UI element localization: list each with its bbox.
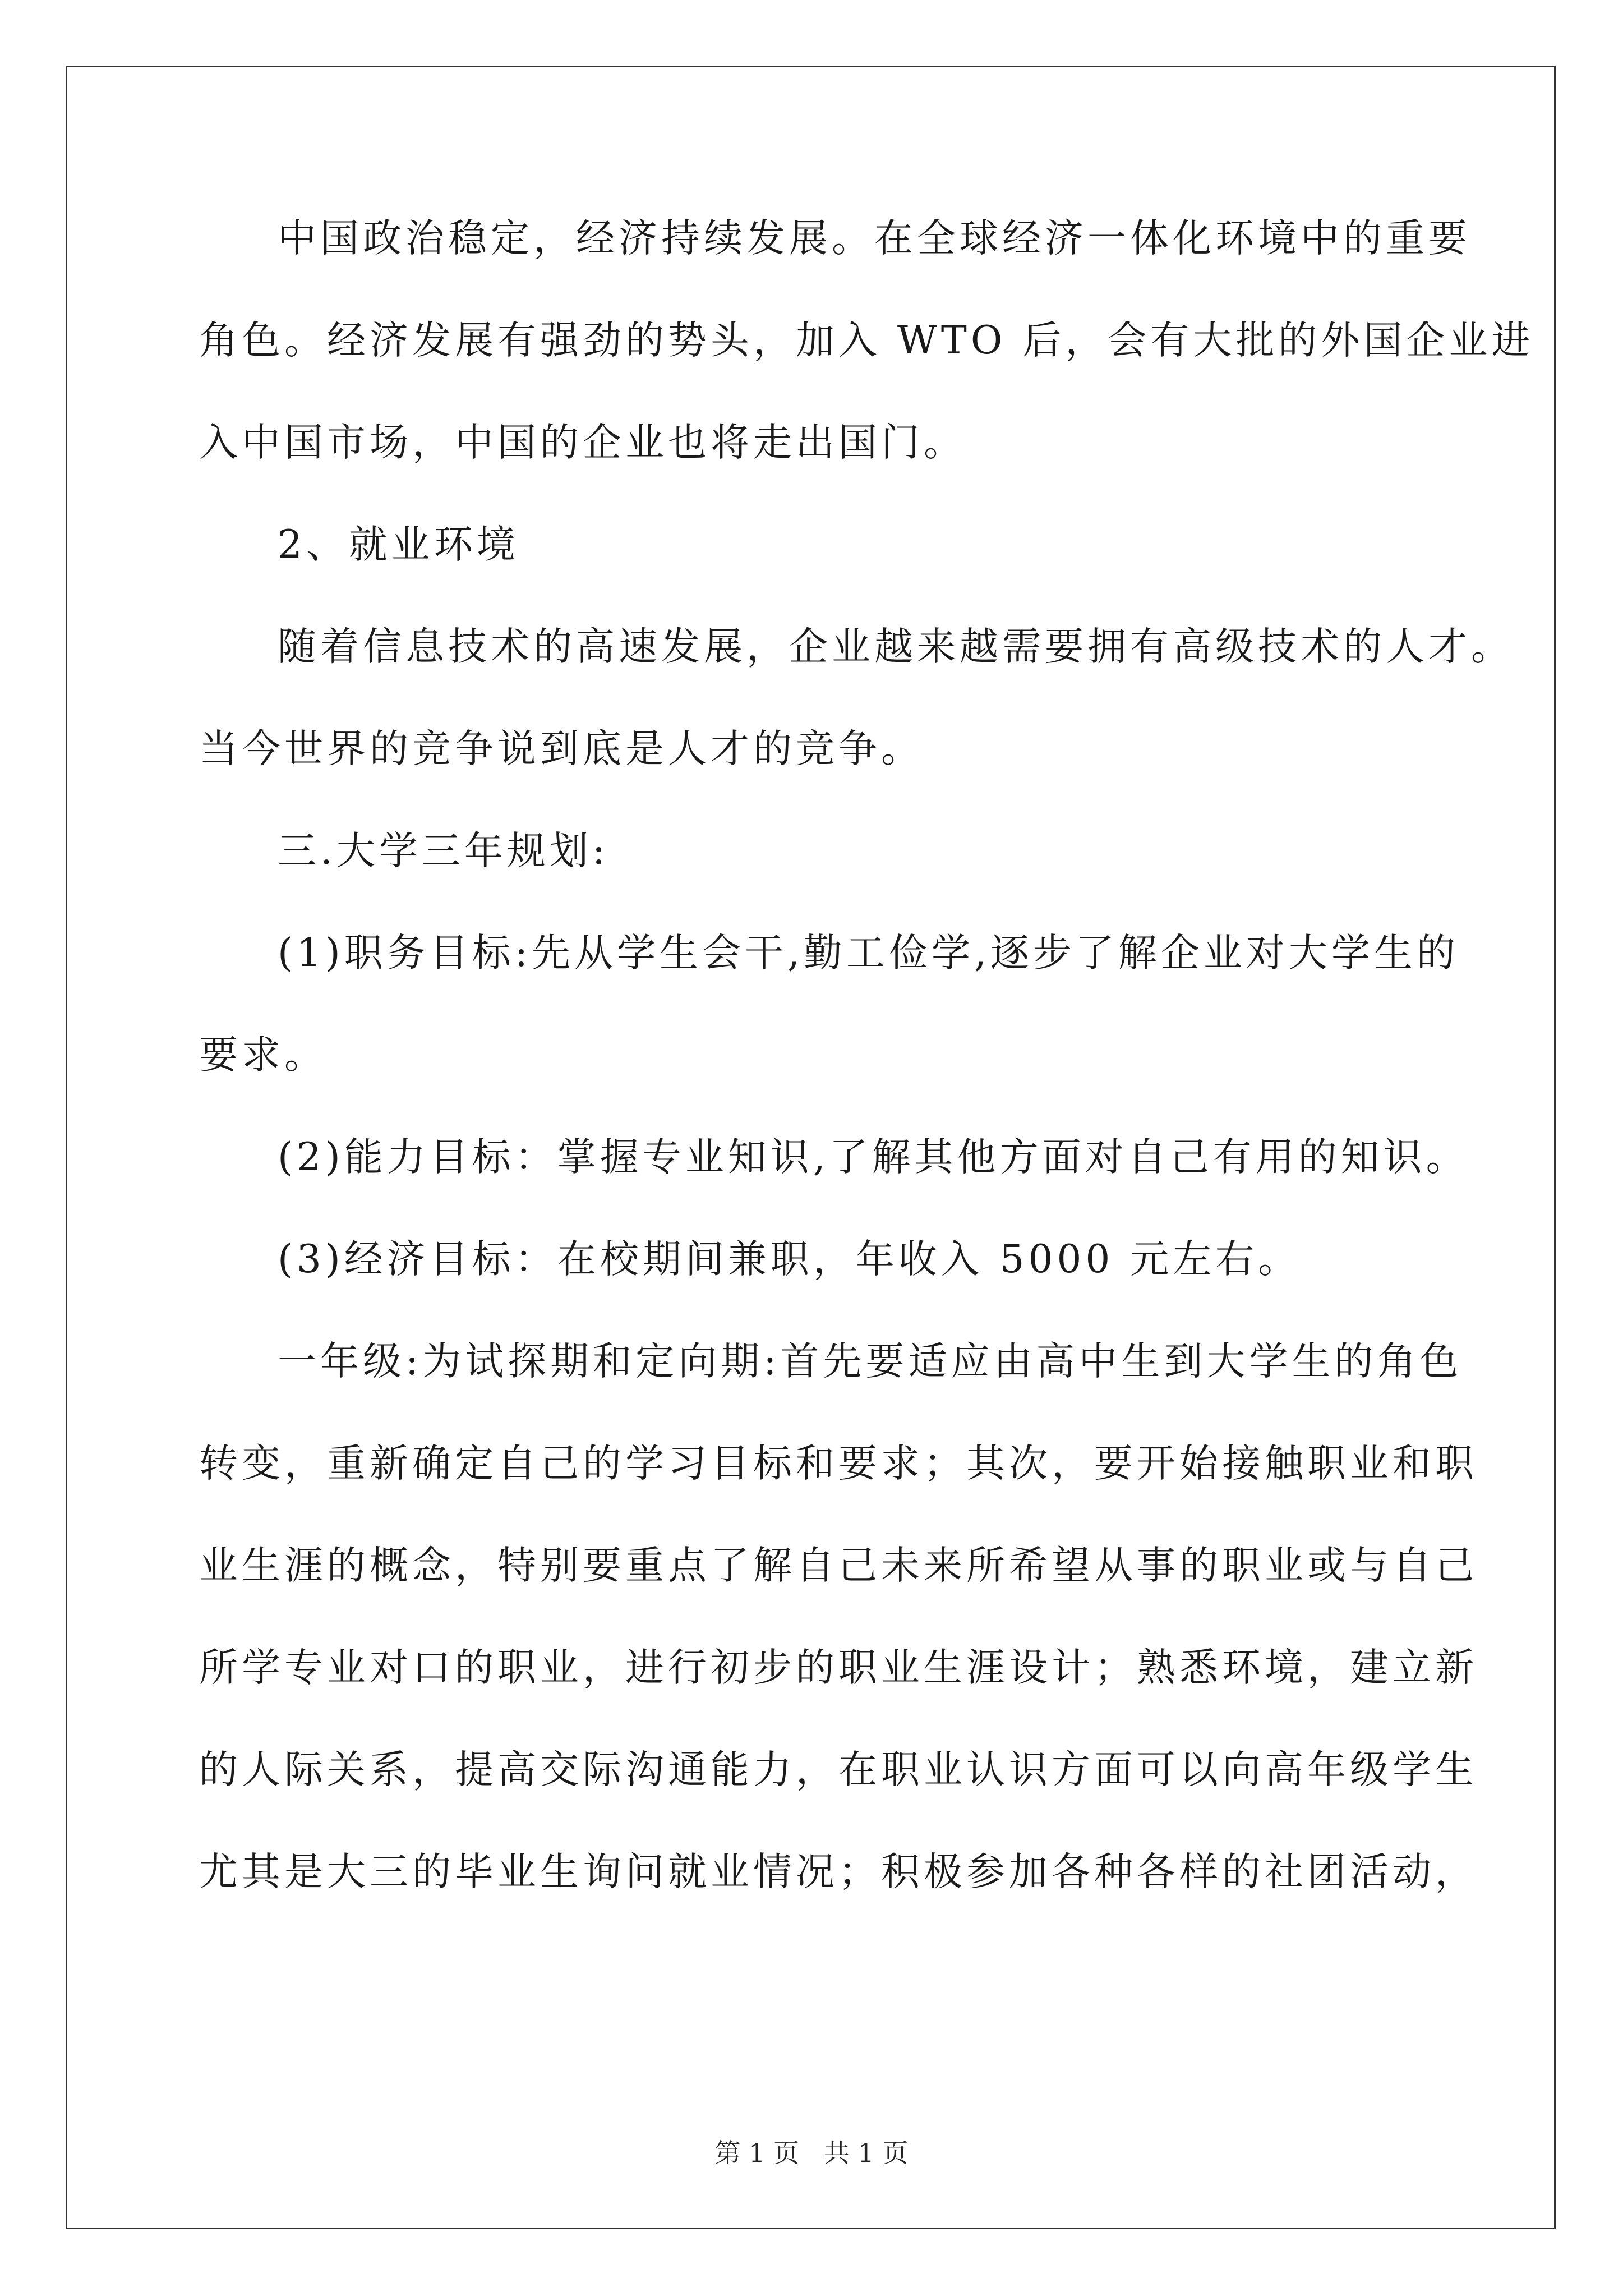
text-line: 入中国市场，中国的企业也将走出国门。 [199,420,966,465]
text-line: 要求。 [199,1033,327,1078]
text-line: (1)职务目标:先从学生会干,勤工俭学,逐步了解企业对大学生的 [278,931,1459,976]
text-line: 业生涯的概念，特别要重点了解自己未来所希望从事的职业或与自己 [199,1543,1478,1588]
section-heading: 2、就业环境 [278,522,519,567]
text-line: 尤其是大三的毕业生询问就业情况；积极参加各种各样的社团活动， [199,1849,1478,1894]
section-heading: 三.大学三年规划: [278,829,610,873]
text-line: 中国政治稳定，经济持续发展。在全球经济一体化环境中的重要 [278,216,1471,261]
page-footer: 第 1 页 共 1 页 [714,2138,909,2168]
text-line: 一年级:为试探期和定向期:首先要适应由高中生到大学生的角色 [278,1339,1463,1384]
text-line: 当今世界的竞争说到底是人才的竞争。 [199,726,924,771]
text-line: 所学专业对口的职业，进行初步的职业生涯设计；熟悉环境，建立新 [199,1645,1478,1690]
text-line: 的人际关系，提高交际沟通能力，在职业认识方面可以向高年级学生 [199,1747,1478,1792]
text-line: 转变，重新确定自己的学习目标和要求；其次，要开始接触职业和职 [199,1441,1478,1486]
document-body [199,216,1534,1952]
text-line: (2)能力目标：掌握专业知识,了解其他方面对自己有用的知识。 [278,1135,1469,1180]
text-line: (3)经济目标：在校期间兼职，年收入 5000 元左右。 [278,1237,1301,1282]
text-line: 随着信息技术的高速发展，企业越来越需要拥有高级技术的人才。 [278,624,1514,669]
text-line: 角色。经济发展有强劲的势头，加入 WTO 后，会有大批的外国企业进 [199,318,1534,363]
